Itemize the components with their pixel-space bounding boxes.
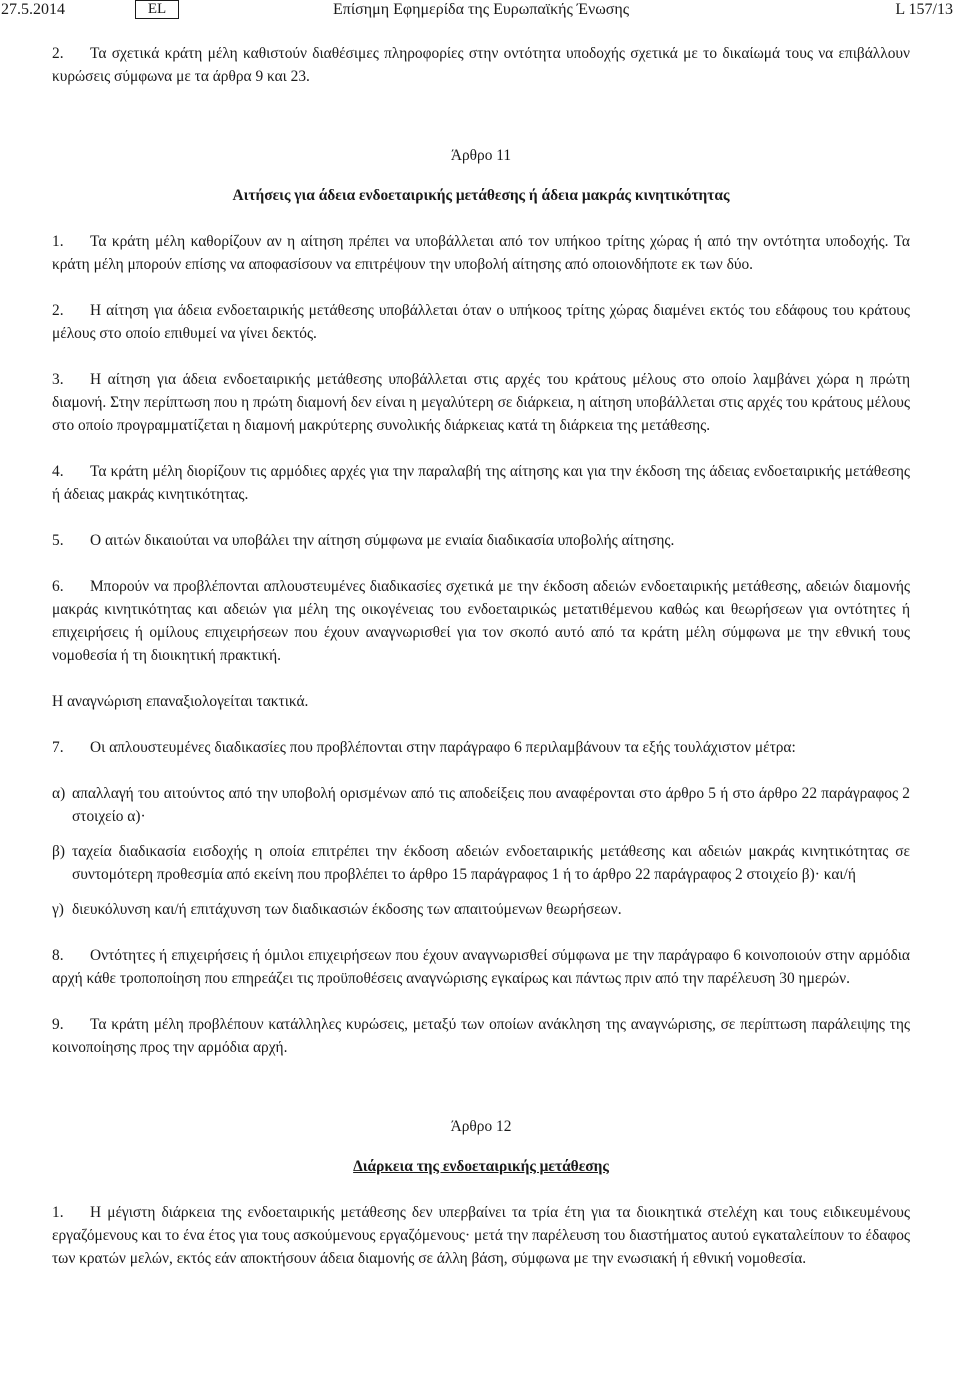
paragraph-text: Μπορούν να προβλέπονται απλουστευμένες διαδικασίες σχετικά με την έκδοση αδειών ενδοεταιρικής μετάθεσης, αδειών διαμονής μακράς κινητικότητας και αδειών για μέλη της οικογένειας του ενδοεταιρικώς μετατιθέμενου καθώς και θεωρήσεων για οντότητες ή επιχειρήσεις ή ομίλους επιχειρήσεων που έχουν αναγνωρισθεί για τον σκοπό αυτό από τα κράτη μέλη σύμφωνα με την εθνική τους νομοθεσία ή τη διοικητική πρακτική.	[52, 578, 910, 664]
paragraph	[52, 42, 910, 88]
paragraph-number: 1.	[52, 1204, 64, 1221]
list-item	[52, 898, 910, 921]
paragraph-number: 3.	[52, 371, 64, 388]
list-item-text: διευκόλυνση και/ή επιτάχυνση των διαδικασιών έκδοσης των απαιτούμενων θεωρήσεων.	[72, 901, 622, 918]
list-marker: β)	[52, 843, 65, 860]
paragraph-text: Τα σχετικά κράτη μέλη καθιστούν διαθέσιμες πληροφορίες στην οντότητα υποδοχής σχετικά με το δικαίωμά τους να επιβάλλουν κυρώσεις σύμφωνα με τα άρθρα 9 και 23.	[52, 45, 910, 85]
paragraph	[52, 1201, 910, 1270]
list-marker: α)	[52, 785, 66, 802]
paragraph	[52, 368, 910, 437]
paragraph	[52, 529, 910, 552]
page-header	[0, 0, 960, 20]
paragraph	[52, 299, 910, 345]
list-item-text: απαλλαγή του αιτούντος από την υποβολή ορισμένων από τις αποδείξεις που αναφέρονται στο άρθρο 5 ή στο άρθρο 22 παράγραφος 2 στοιχείο α)·	[72, 785, 910, 825]
paragraph-text: Τα κράτη μέλη διορίζουν τις αρμόδιες αρχές για την παραλαβή της αίτησης και για την έκδοση της άδειας ενδοεταιρικής μετάθεσης ή άδειας μακράς κινητικότητας.	[52, 463, 910, 503]
paragraph-text: Τα κράτη μέλη προβλέπουν κατάλληλες κυρώσεις, μεταξύ των οποίων ανάκληση της αναγνώρισης, σε περίπτωση παράλειψης της κοινοποίησης προς την αρμόδια αρχή.	[52, 1016, 910, 1056]
article-title: Άρθρο 11	[450, 147, 512, 164]
paragraph-text: Τα κράτη μέλη καθορίζουν αν η αίτηση πρέπει να υποβάλλεται από τον υπήκοο τρίτης χώρας ή από την οντότητα υποδοχής. Τα κράτη μέλη μπορούν επίσης να αποφασίσουν να επιτρέψουν την υποβολή αίτησης από οποιονδήποτε εκ των δύο.	[52, 233, 910, 273]
publication-date: 27.5.2014	[1, 1, 65, 18]
paragraph	[52, 460, 910, 506]
paragraph-number: 9.	[52, 1016, 64, 1033]
paragraph-text: Η αίτηση για άδεια ενδοεταιρικής μετάθεσης υποβάλλεται όταν ο υπήκοος τρίτης χώρας διαμένει εκτός του εδάφους του κράτους μέλους στο οποίο επιθυμεί να γίνει δεκτός.	[52, 302, 910, 342]
paragraph-number: 5.	[52, 532, 64, 549]
paragraph-number: 7.	[52, 739, 64, 756]
paragraph-text: Η μέγιστη διάρκεια της ενδοεταιρικής μετάθεσης δεν υπερβαίνει τα τρία έτη για τα διοικητικά στελέχη και τους ειδικευμένους εργαζόμενους και το ένα έτος για τους ασκούμενους εργαζόμενους· μετά την παρέλευση του διαστήματος αυτού εγκαταλείπουν το έδαφος των κρατών μελών, εκτός εάν αποκτήσουν άδεια διαμονής σε άλλη βάση, σύμφωνα με την ενωσιακή ή εθνική νομοθεσία.	[52, 1204, 910, 1267]
list-marker: γ)	[52, 901, 64, 918]
paragraph-text: Η αίτηση για άδεια ενδοεταιρικής μετάθεσης υποβάλλεται στις αρχές του κράτους μέλους στο οποίο λαμβάνει χώρα η πρώτη διαμονή. Στην περίπτωση που η πρώτη διαμονή δεν είναι η μεγαλύτερη σε διάρκεια, η αίτηση υποβάλλεται στις αρχές του κράτους μέλους στο οποίο προγραμματίζεται η διαμονή μακρύτερης συνολικής διάρκειας κατά τη διάρκεια της μετάθεσης.	[52, 371, 910, 434]
article-title: Άρθρο 12	[450, 1118, 512, 1135]
list-item-text: ταχεία διαδικασία εισδοχής η οποία επιτρέπει την έκδοση αδειών ενδοεταιρικής μετάθεσης και αδειών μακράς κινητικότητας σε συντομότερη προθεσμία από εκείνη που προβλέπει το άρθρο 15 παράγραφος 1 ή το άρθρο 22 παράγραφος 2 στοιχείο β)· και/ή	[72, 843, 910, 883]
paragraph-text: Οι απλουστευμένες διαδικασίες που προβλέπονται στην παράγραφο 6 περιλαμβάνουν τα εξής τουλάχιστον μέτρα:	[90, 739, 796, 756]
paragraph-number: 2.	[52, 302, 64, 319]
paragraph	[52, 944, 910, 990]
paragraph	[52, 736, 910, 759]
paragraph-text: Οντότητες ή επιχειρήσεις ή όμιλοι επιχειρήσεων που έχουν αναγνωρισθεί σύμφωνα με την παράγραφο 6 κοινοποιούν στην αρμόδια αρχή κάθε τροποποίηση που επηρεάζει τις προϋποθέσεις αναγνώρισης εγκαίρως και πάντως πριν από την παρέλευση 30 ημερών.	[52, 947, 910, 987]
paragraph	[52, 1013, 910, 1059]
paragraph-number: 2.	[52, 45, 64, 62]
paragraph-number: 6.	[52, 578, 64, 595]
paragraph-number: 4.	[52, 463, 64, 480]
page-number: L 157/13	[895, 1, 953, 18]
article-subtitle: Αιτήσεις για άδεια ενδοεταιρικής μετάθεσης ή άδεια μακράς κινητικότητας	[232, 187, 730, 204]
paragraph-number: 8.	[52, 947, 64, 964]
article-subtitle: Διάρκεια της ενδοεταιρικής μετάθεσης	[353, 1158, 609, 1175]
paragraph	[52, 230, 910, 276]
journal-title: Επίσημη Εφημερίδα της Ευρωπαϊκής Ένωσης	[333, 1, 630, 18]
paragraph	[52, 575, 910, 667]
list-item	[52, 782, 910, 828]
list-item	[52, 840, 910, 886]
language-code-box: EL	[135, 0, 179, 19]
paragraph-number: 1.	[52, 233, 64, 250]
document-body	[52, 42, 910, 1293]
paragraph-text: Ο αιτών δικαιούται να υποβάλει την αίτηση σύμφωνα με ενιαία διαδικασία υποβολής αίτησης.	[90, 532, 675, 549]
paragraph-continuation: Η αναγνώριση επαναξιολογείται τακτικά.	[52, 693, 309, 710]
